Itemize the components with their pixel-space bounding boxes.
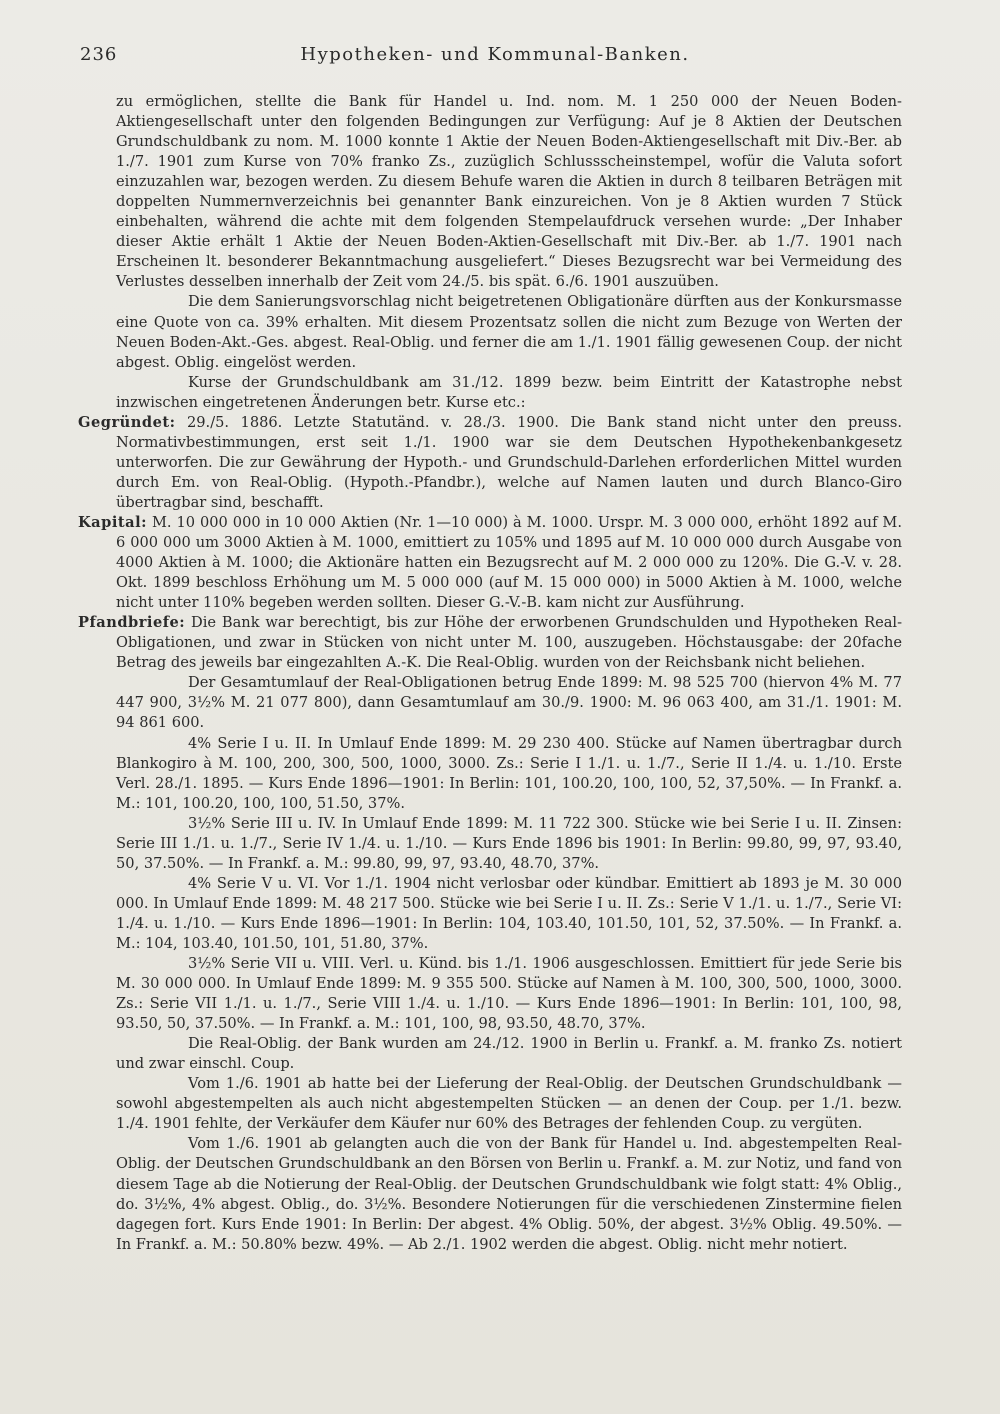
paragraph — [78, 814, 902, 874]
paragraph — [78, 1134, 902, 1254]
paragraph-text: Vom 1./6. 1901 ab hatte bei der Lieferung der Real-Oblig. der Deutschen Grundschuldbank — sowohl abgestempelten als auch nicht abgestempelten Stücken — an denen der Coup. per 1./1. bezw. 1./4. 1901 fehlte, der Verkäufer dem Käufer nur 60% des Betrages der fehlenden Coup. zu vergüten. — [116, 1075, 902, 1133]
paragraph — [78, 734, 902, 814]
paragraph — [78, 1034, 902, 1074]
paragraph — [78, 874, 902, 954]
section-lead: Pfandbriefe: — [78, 614, 186, 632]
paragraph-text: Kurse der Grundschuldbank am 31./12. 1899 bezw. beim Eintritt der Katastrophe nebst inzwischen eingetretenen Änderungen betr. Kurse etc.: — [116, 373, 902, 411]
page-number: 236 — [80, 44, 118, 65]
paragraph — [78, 413, 902, 513]
paragraph-text: 4% Serie V u. VI. Vor 1./1. 1904 nicht verlosbar oder kündbar. Emittiert ab 1893 je M. 30 000 000. In Umlauf Ende 1899: M. 48 217 500. Stücke wie bei Serie I u. II. Zs.: Serie V 1./1. u. 1./7., Serie VI: 1./4. u. 1./10. — Kurs Ende 1896—1901: In Berlin: 104, 103.40, 101.50, 101, 52, 37.50%. — In Frankf. a. M.: 104, 103.40, 101.50, 101, 51.80, 37%. — [116, 874, 902, 952]
paragraph-text: 3½% Serie III u. IV. In Umlauf Ende 1899: M. 11 722 300. Stücke wie bei Serie I u. II. Zinsen: Serie III 1./1. u. 1./7., Serie IV 1./4. u. 1./10. — Kurs Ende 1896 bis 1901: In Berlin: 99.80, 99, 97, 93.40, 50, 37.50%. — In Frankf. a. M.: 99.80, 99, 97, 93.40, 48.70, 37%. — [116, 814, 902, 872]
section-lead: Kapital: — [78, 513, 148, 531]
paragraph-text: zu ermöglichen, stellte die Bank für Handel u. Ind. nom. M. 1 250 000 der Neuen Boden-Aktiengesellschaft unter den folgenden Bedingungen zur Verfügung: Auf je 8 Aktien der Deutschen Grundschuldbank zu nom. M. 1000 konnte 1 Aktie der Neuen Boden-Aktiengesellschaft mit Div.-Ber. ab 1./7. 1901 zum Kurse von 70% franko Zs., zuzüglich Schlussscheinstempel, wofür die Valuta sofort einzuzahlen war, bezogen werden. Zu diesem Behufe waren die Aktien in durch 8 teilbaren Beträgen mit doppelten Nummernverzeichnis bei genannter Bank einzureichen. Von je 8 Aktien wurden 7 Stück einbehalten, während die achte mit dem folgenden Stempelaufdruck versehen wurde: „Der Inhaber dieser Aktie erhält 1 Aktie der Neuen Boden-Aktien-Gesellschaft mit Div.-Ber. ab 1./7. 1901 nach Erscheinen lt. besonderer Bekanntmachung ausgeliefert.“ Dieses Bezugsrecht war bei Vermeidung des Verlustes desselben innerhalb der Zeit vom 24./5. bis spät. 6./6. 1901 auszuüben. — [116, 93, 902, 291]
paragraph — [78, 513, 902, 613]
paragraph-text: M. 10 000 000 in 10 000 Aktien (Nr. 1—10 000) à M. 1000. Urspr. M. 3 000 000, erhöht 1892 auf M. 6 000 000 um 3000 Aktien à M. 1000, emittiert zu 105% und 1895 auf M. 10 000 000 durch Ausgabe von 4000 Aktien à M. 1000; die Aktionäre hatten ein Bezugsrecht auf M. 2 000 000 zu 120%. Die G.-V. v. 28. Okt. 1899 beschloss Erhöhung um M. 5 000 000 (auf M. 15 000 000) in 5000 Aktien à M. 1000, welche nicht unter 110% begeben werden sollten. Dieser G.-V.-B. kam nicht zur Ausführung. — [116, 513, 902, 612]
paragraph — [78, 92, 902, 292]
paragraph — [78, 673, 902, 733]
paragraph-text: 4% Serie I u. II. In Umlauf Ende 1899: M. 29 230 400. Stücke auf Namen übertragbar durch Blankogiro à M. 100, 200, 300, 500, 1000, 3000. Zs.: Serie I 1./1. u. 1./7., Serie II 1./4. u. 1./10. Erste Verl. 28./1. 1895. — Kurs Ende 1896—1901: In Berlin: 101, 100.20, 100, 100, 52, 37,50%. — In Frankf. a. M.: 101, 100.20, 100, 100, 51.50, 37%. — [116, 734, 902, 812]
section-lead: Gegründet: — [78, 413, 176, 431]
paragraph-text: Der Gesamtumlauf der Real-Obligationen betrug Ende 1899: M. 98 525 700 (hiervon 4% M. 77 447 900, 3½% M. 21 077 800), dann Gesamtumlauf am 30./9. 1900: M. 96 063 400, am 31./1. 1901: M. 94 861 600. — [116, 674, 902, 732]
paragraph-text: Vom 1./6. 1901 ab gelangten auch die von der Bank für Handel u. Ind. abgestempelten Real-Oblig. der Deutschen Grundschuldbank an den Börsen von Berlin u. Frankf. a. M. zur Notiz, und fand von diesem Tage ab die Notierung der Real-Oblig. der Deutschen Grundschuldbank wie folgt statt: 4% Oblig., do. 3½%, 4% abgest. Oblig., do. 3½%. Besondere Notierungen für die verschiedenen Zinstermine fielen dagegen fort. Kurs Ende 1901: In Berlin: Der abgest. 4% Oblig. 50%, der abgest. 3½% Oblig. 49.50%. — In Frankf. a. M.: 50.80% bezw. 49%. — Ab 2./1. 1902 werden die abgest. Oblig. nicht mehr notiert. — [116, 1135, 902, 1253]
paragraph — [78, 373, 902, 413]
page-header — [80, 44, 910, 74]
paragraph-text: 29./5. 1886. Letzte Statutänd. v. 28./3. 1900. Die Bank stand nicht unter den preuss. Normativbestimmungen, erst seit 1./1. 1900 war sie dem Deutschen Hypothekenbankgesetz unterworfen. Die zur Gewährung der Hypoth.- und Grundschuld-Darlehen erforderlichen Mittel wurden durch Em. von Real-Oblig. (Hypoth.-Pfandbr.), welche auf Namen lauten und durch Blanco-Giro übertragbar sind, beschafft. — [116, 413, 902, 511]
paragraph-text: Die Bank war berechtigt, bis zur Höhe der erworbenen Grundschulden und Hypotheken Real-Obligationen, und zwar in Stücken von nicht unter M. 100, auszugeben. Höchstausgabe: der 20fache Betrag des jeweils bar eingezahlten A.-K. Die Real-Oblig. wurden von der Reichsbank nicht beliehen. — [116, 614, 902, 672]
paragraph — [78, 613, 902, 673]
paragraph — [78, 1074, 902, 1134]
paragraph — [78, 954, 902, 1034]
paragraph-text: Die dem Sanierungsvorschlag nicht beigetretenen Obligationäre dürften aus der Konkursmasse eine Quote von ca. 39% erhalten. Mit diesem Prozentsatz sollen die nicht zum Bezuge von Werten der Neuen Boden-Akt.-Ges. abgest. Real-Oblig. und ferner die am 1./1. 1901 fällig gewesenen Coup. der nicht abgest. Oblig. eingelöst werden. — [116, 293, 902, 371]
paragraph-text: 3½% Serie VII u. VIII. Verl. u. Künd. bis 1./1. 1906 ausgeschlossen. Emittiert für jede Serie bis M. 30 000 000. In Umlauf Ende 1899: M. 9 355 500. Stücke auf Namen à M. 100, 300, 500, 1000, 3000. Zs.: Serie VII 1./1. u. 1./7., Serie VIII 1./4. u. 1./10. — Kurs Ende 1896—1901: In Berlin: 101, 100, 98, 93.50, 50, 37.50%. — In Frankf. a. M.: 101, 100, 98, 93.50, 48.70, 37%. — [116, 955, 902, 1033]
paragraph-text: Die Real-Oblig. der Bank wurden am 24./12. 1900 in Berlin u. Frankf. a. M. franko Zs. notiert und zwar einschl. Coup. — [116, 1035, 902, 1073]
paragraph — [78, 292, 902, 372]
running-title: Hypotheken- und Kommunal-Banken. — [300, 44, 690, 65]
page-body — [78, 92, 902, 1255]
